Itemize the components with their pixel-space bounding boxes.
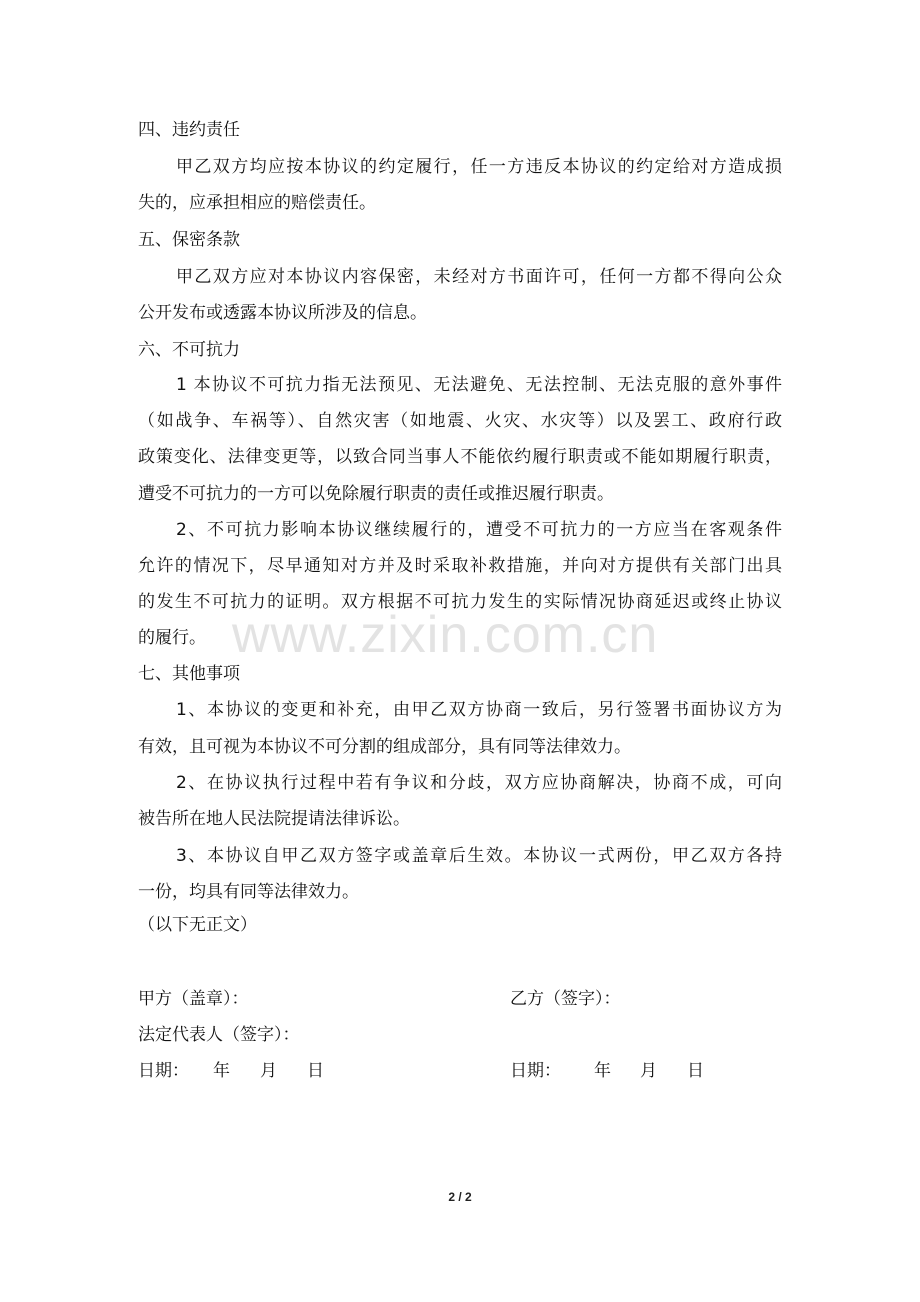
party-b-label: 乙方（签字）： [510, 989, 621, 1009]
date-month-a: 月 [260, 1061, 277, 1081]
paragraph-line: 允许的情况下，尽早通知对方并及时采取补救措施，并向对方提供有关部门出具 [138, 556, 782, 576]
date-day-a: 日 [307, 1061, 324, 1081]
date-label-b: 日期： [510, 1061, 561, 1081]
paragraph-line: （如战争、车祸等）、自然灾害（如地震、火灾、水灾等）以及罢工、政府行政 [138, 411, 782, 431]
paragraph-line: 一份，均具有同等法律效力。 [138, 882, 359, 902]
paragraph-line: 的发生不可抗力的证明。双方根据不可抗力发生的实际情况协商延迟或终止协议 [138, 592, 782, 612]
section-heading-liability: 四、违约责任 [138, 120, 240, 140]
party-a-label: 甲方（盖章）： [138, 989, 249, 1009]
date-label-a: 日期： [138, 1061, 189, 1081]
date-year-a: 年 [213, 1061, 230, 1081]
paragraph-line: 的履行。 [138, 628, 206, 648]
watermark: www.zixin.com.cn [232, 606, 659, 664]
paragraph-line: 1 本协议不可抗力指无法预见、无法避免、无法控制、无法克服的意外事件 [176, 375, 782, 395]
paragraph-line: 有效，且可视为本协议不可分割的组成部分，具有同等法律效力。 [138, 737, 631, 757]
paragraph-line: 遭受不可抗力的一方可以免除履行职责的责任或推迟履行职责。 [138, 484, 614, 504]
section-heading-confidentiality: 五、保密条款 [138, 230, 240, 250]
section-heading-other-matters: 七、其他事项 [138, 664, 240, 684]
paragraph-line: 1、本协议的变更和补充，由甲乙双方协商一致后，另行签署书面协议方为 [176, 700, 782, 720]
paragraph-line: 2、在协议执行过程中若有争议和分歧，双方应协商解决，协商不成，可向 [176, 773, 782, 793]
legal-rep-label: 法定代表人（签字）： [138, 1025, 300, 1045]
paragraph-line: 甲乙双方均应按本协议的约定履行，任一方违反本协议的约定给对方造成损 [176, 157, 782, 177]
paragraph-line: 公开发布或透露本协议所涉及的信息。 [138, 303, 427, 323]
paragraph-line: 被告所在地人民法院提请法律诉讼。 [138, 809, 410, 829]
page-number: 2 / 2 [448, 1190, 472, 1204]
paragraph-line: 3、本协议自甲乙双方签字或盖章后生效。本协议一式两份，甲乙双方各持 [176, 846, 782, 866]
date-day-b: 日 [687, 1061, 704, 1081]
paragraph-line: 失的，应承担相应的赔偿责任。 [138, 193, 376, 213]
date-year-b: 年 [594, 1061, 611, 1081]
paragraph-line: 甲乙双方应对本协议内容保密，未经对方书面许可，任何一方都不得向公众 [176, 267, 782, 287]
section-heading-force-majeure: 六、不可抗力 [138, 340, 240, 360]
end-note: （以下无正文） [138, 915, 257, 935]
paragraph-line: 政策变化、法律变更等，以致合同当事人不能依约履行职责或不能如期履行职责， [138, 447, 782, 467]
paragraph-line: 2、不可抗力影响本协议继续履行的，遭受不可抗力的一方应当在客观条件 [176, 520, 782, 540]
date-month-b: 月 [640, 1061, 657, 1081]
